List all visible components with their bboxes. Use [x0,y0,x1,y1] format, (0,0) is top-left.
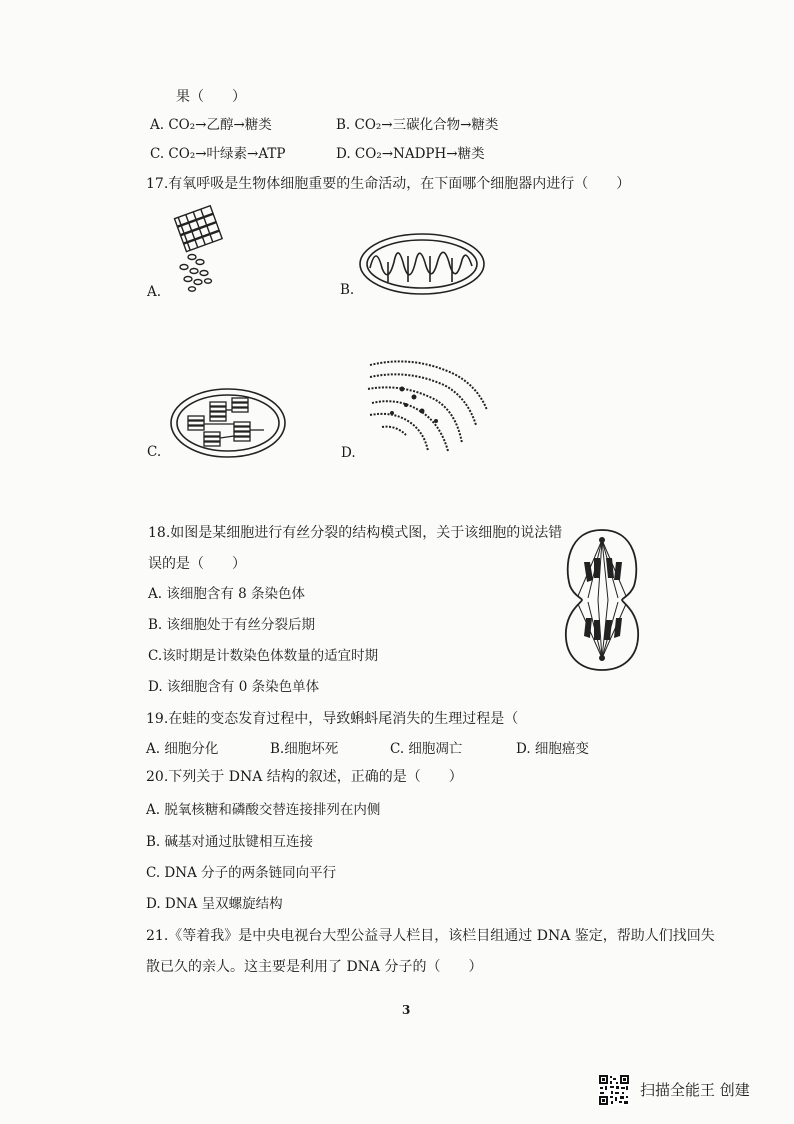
q16-option-d: D. CO₂→NADPH→糖类 [336,146,485,162]
q16-stem-tail: 果（ ） [176,89,246,105]
q21-stem-line2: 散已久的亲人。这主要是利用了 DNA 分子的（ ） [146,959,483,975]
chloroplast-figure [168,386,288,460]
q19-option-c: C. 细胞凋亡 [390,741,463,757]
q20-stem: 20.下列关于 DNA 结构的叙述，正确的是（ ） [146,769,463,785]
q16-option-a: A. CO₂→乙醇→糖类 [150,117,272,133]
q18-stem-line2: 误的是（ ） [148,556,246,572]
q21-stem-line1: 21.《等着我》是中央电视台大型公益寻人栏目，该栏目组通过 DNA 鉴定，帮助人们找回失 [146,928,715,944]
mitochondrion-figure [358,232,486,296]
page-number: 3 [402,1003,411,1017]
q16-option-c: C. CO₂→叶绿素→ATP [150,146,286,162]
q18-option-c: C.该时期是计数染色体数量的适宜时期 [148,648,379,664]
qr-code-icon [598,1074,630,1106]
mitosis-anaphase-figure [560,526,644,674]
q18-option-b: B. 该细胞处于有丝分裂后期 [148,617,316,633]
q17-option-a-label: A. [147,284,162,300]
endoplasmic-reticulum-figure [362,355,492,455]
q20-option-d: D. DNA 呈双螺旋结构 [146,896,283,912]
q19-option-b: B.细胞坏死 [270,741,339,757]
q18-stem-line1: 18.如图是某细胞进行有丝分裂的结构模式图，关于该细胞的说法错 [148,525,563,541]
q20-option-b: B. 碱基对通过肽键相互连接 [146,834,314,850]
q19-option-a: A. 细胞分化 [146,741,219,757]
q19-stem: 19.在蛙的变态发育过程中，导致蝌蚪尾消失的生理过程是（ [146,711,519,727]
q20-option-c: C. DNA 分子的两条链同向平行 [146,865,337,881]
centriole-figure [162,205,252,300]
q18-option-d: D. 该细胞含有 0 条染色单体 [148,679,320,695]
q16-option-b: B. CO₂→三碳化合物→糖类 [336,117,499,133]
q20-option-a: A. 脱氧核糖和磷酸交替连接排列在内侧 [146,802,381,818]
q19-option-d: D. 细胞癌变 [516,741,589,757]
q17-stem: 17.有氧呼吸是生物体细胞重要的生命活动，在下面哪个细胞器内进行（ ） [146,176,631,192]
q18-option-a: A. 该细胞含有 8 条染色体 [148,586,306,602]
q17-option-c-label: C. [147,444,162,460]
q17-option-d-label: D. [341,445,356,461]
scanner-watermark: 扫描全能王 创建 [640,1081,750,1099]
q17-option-b-label: B. [340,282,355,298]
